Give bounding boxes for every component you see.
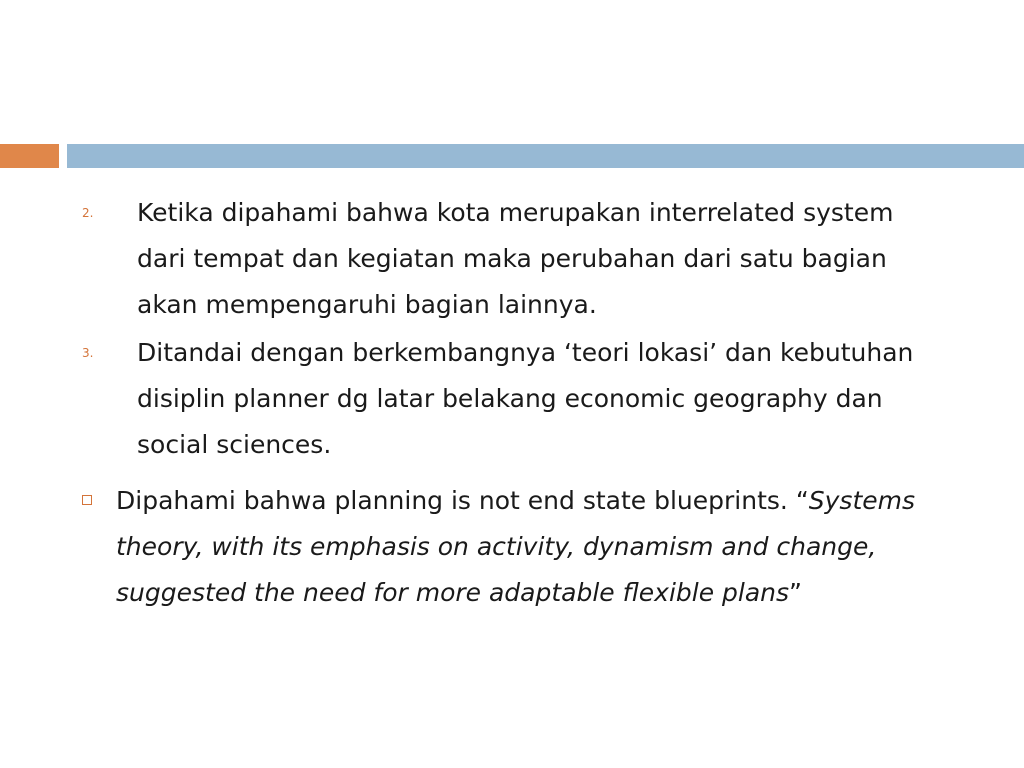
accent-bar-blue [67, 144, 1024, 168]
numbered-item-3 [0, 330, 937, 468]
numbered-item-text: Ketika dipahami bahwa kota merupakan interrelated system dari tempat dan kegiatan maka perubahan dari satu bagian akan mempengaruhi bagian lainnya. [137, 198, 894, 319]
square-bullet-icon [82, 495, 92, 505]
slide-content [0, 190, 1024, 616]
accent-bar-orange [0, 144, 59, 168]
quote-open-mark: “ [795, 486, 809, 515]
numbered-item-text: Ditandai dengan berkembangnya ‘teori lokasi’ dan kebutuhan disiplin planner dg latar belakang economic geography dan social sciences. [137, 338, 914, 459]
numbered-item-2 [0, 190, 937, 328]
quote-close-mark: ” [789, 578, 802, 607]
list-number: 3. [82, 346, 94, 360]
bullet-item [0, 478, 956, 616]
list-number: 2. [82, 206, 94, 220]
systems-theory-quote: Systems theory, with its emphasis on activity, dynamism and change, suggested the need for more adaptable flexible plans [116, 486, 916, 607]
bullet-item-text: Dipahami bahwa planning is not end state blueprints. [116, 486, 788, 515]
